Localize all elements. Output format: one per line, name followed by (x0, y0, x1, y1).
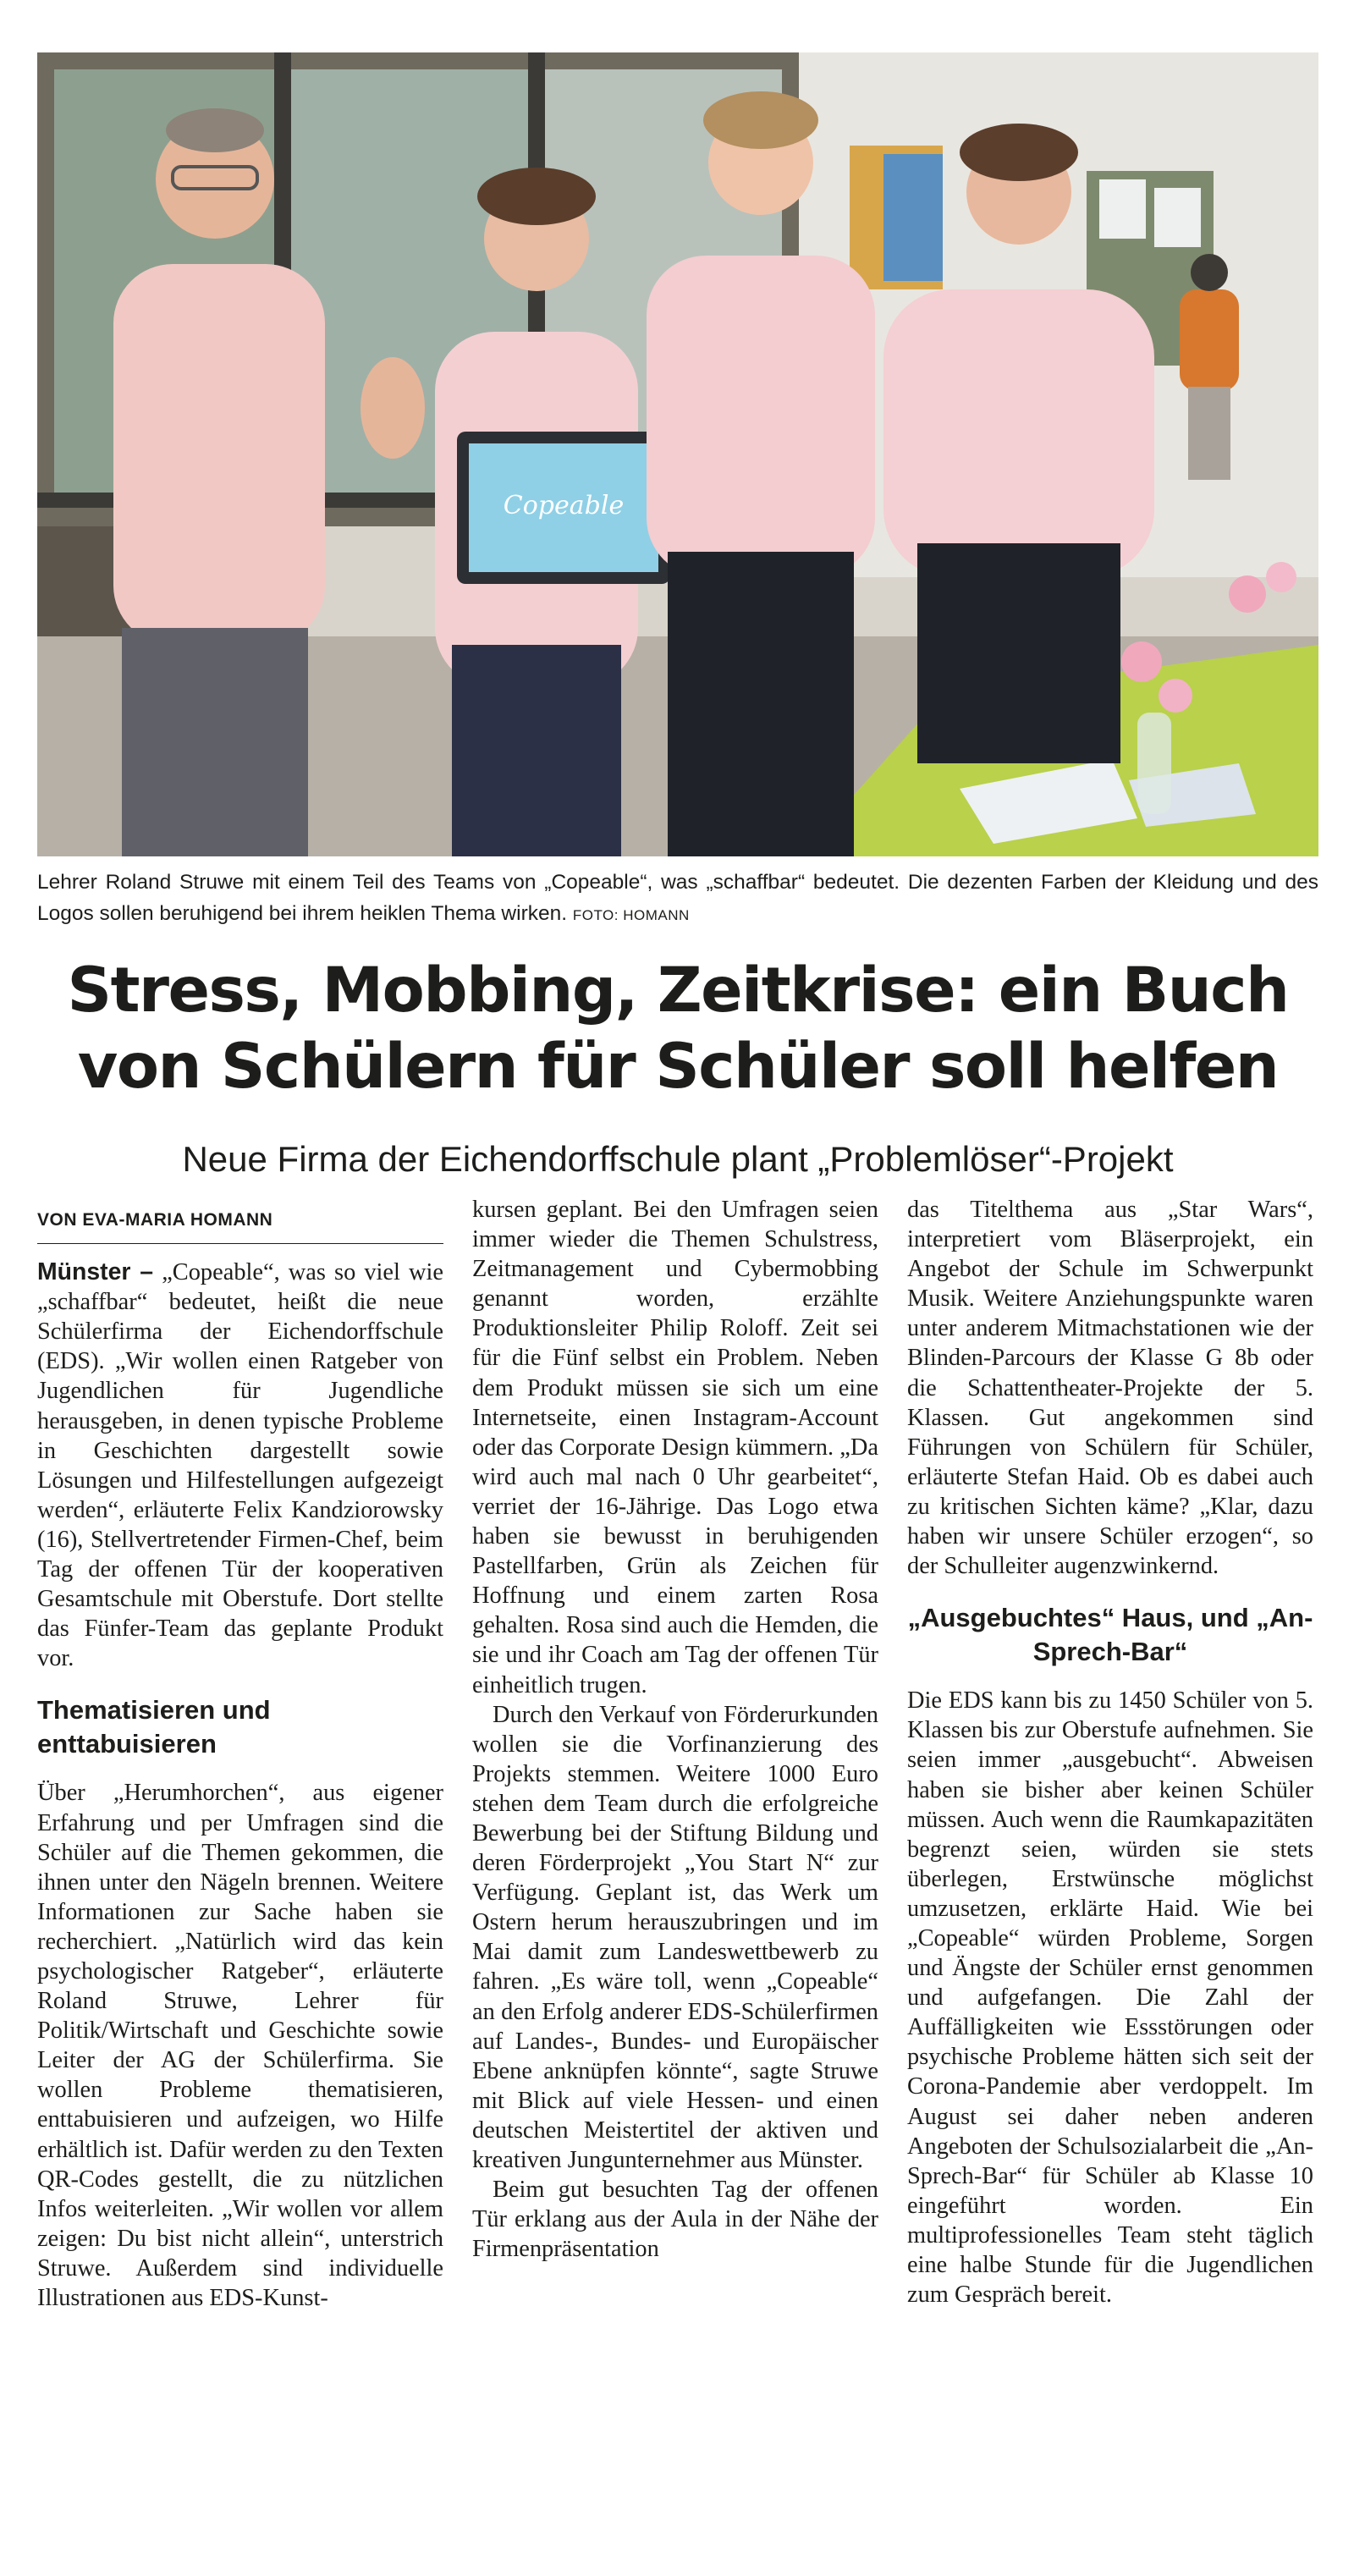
subheadline: Neue Firma der Eichendorffschule plant „Problemlöser“-Projekt (182, 1139, 1174, 1179)
paragraph-4: Durch den Verkauf von Förderurkunden wollen sie die Vorfinanzierung des Projekts stemmen. Weitere 1000 Euro stehen dem Team durch die erfolgreiche Bewerbung bei der Stiftung Bildung und deren Förderprojekt „You Start N“ zur Verfügung. Geplant ist, das Werk um Ostern herum herauszubringen und im Mai damit zum Landeswettbewerb zu fahren. „Es wäre toll, wenn „Copeable“ an den Erfolg anderer EDS-Schülerfirmen auf Landes-, Bundes- und Europäischer Ebene anknüpfen könnte“, sagte Struwe mit Blick auf viele Hessen- und einen deutschen Meistertitel der aktiven und kreativen Jungunternehmer aus Münster. (472, 1701, 878, 2173)
headline-line-1: Stress, Mobbing, Zeitkrise: ein Buch (67, 955, 1289, 1027)
intertitle-2: „Ausgebuchtes“ Haus, und „An-Sprech-Bar“ (907, 1603, 1313, 1667)
intertitle-1: Thematisieren und enttabuisieren (37, 1695, 271, 1759)
article-column-3 (907, 1195, 1313, 2309)
headline-line-2: von Schülern für Schüler soll helfen (77, 1031, 1279, 1103)
article-column-2 (472, 1195, 878, 2264)
caption-text: Lehrer Roland Struwe mit einem Teil des Teams von „Copeable“, was „schaffbar“ bedeutet. Die dezenten Farben der Kleidung und des Logos sollen beruhigend bei ihrem heiklen Thema wirken. (37, 871, 1318, 925)
photo-illustration (37, 52, 1318, 856)
tablet (457, 432, 670, 584)
byline: VON EVA-MARIA HOMANN (37, 1205, 443, 1244)
photo-credit: FOTO: HOMANN (572, 907, 690, 923)
photo-caption (37, 867, 1318, 931)
paragraph-7: Die EDS kann bis zu 1450 Schüler von 5. Klassen bis zur Oberstufe aufnehmen. Sie seien immer „ausgebucht“. Abweisen haben sie bisher aber keinen Schüler müssen. Auch wenn die Raumkapazitäten begrenzt seien, würden sie stets überlegen, Erstwünsche möglichst umzusetzen, erklärte Haid. Wie bei „Copeable“ würden Probleme, Sorgen und Ängste der Schüler ernst genommen und aufgefangen. Die Zahl der Auffälligkeiten wie Essstörungen oder psychische Probleme hätten sich seit der Corona-Pandemie aber verdoppelt. Im August sei daher neben anderen Angeboten der Schulsozialarbeit die „An-Sprech-Bar“ für Schüler ab Klasse 10 eingeführt worden. Ein multiprofessionelles Team steht täglich eine halbe Stunde für die Jugendlichen zum Gespräch bereit. (907, 1687, 1313, 2309)
headline (37, 953, 1318, 1105)
article-photo (37, 52, 1318, 856)
tablet-logo-text: Copeable (503, 491, 625, 520)
article-column-1 (37, 1205, 443, 2313)
dateline: Münster – (37, 1258, 154, 1286)
paragraph-1 (37, 1258, 443, 1673)
paragraph-6: das Titelthema aus „Star Wars“, interpretiert vom Bläserprojekt, ein Angebot der Schule im Schwerpunkt Musik. Weitere Anziehungspunkte waren unter anderem Mitmachstationen wie der Blinden-Parcours der Klasse G 8b oder die Schattentheater-Projekte der 5. Klassen. Gut angekommen sind Führungen von Schülern für Schüler, erläuterte Stefan Haid. Ob es dabei auch zu kritischen Sichten käme? „Klar, dazu haben wir unsere Schüler erzogen“, so der Schulleiter augenzwinkernd. (907, 1197, 1313, 1580)
paragraph-1-text: „Copeable“, was so viel wie „schaffbar“ bedeutet, heißt die neue Schülerfirma der Eichendorffschule (EDS). „Wir wollen einen Ratgeber von Jugendlichen für Jugendliche herausgeben, in denen typische Probleme in Geschichten dargestellt sowie Lösungen und Hilfestellungen aufgezeigt werden“, erläuterte Felix Kandziorowsky (16), Stellvertretender Firmen-Chef, beim Tag der offenen Tür der kooperativen Gesamtschule mit Oberstufe. Dort stellte das Fünfer-Team das geplante Produkt vor. (37, 1259, 443, 1672)
paragraph-3: kursen geplant. Bei den Umfragen seien immer wieder die Themen Schulstress, Zeitmanagement und Cybermobbing genannt worden, erzählte Produktionsleiter Philip Roloff. Zeit sei für die Fünf selbst ein Problem. Neben dem Produkt müssen sie sich um eine Internetseite, einen Instagram-Account oder das Corporate Design kümmern. „Da wird auch mal nach 0 Uhr gearbeitet“, verriet der 16-Jährige. Das Logo etwa haben sie bewusst in beruhigenden Pastellfarben, Grün als Zeichen für Hoffnung und einem zarten Rosa gehalten. Rosa sind auch die Hemden, die sie und ihr Coach am Tag der offenen Tür einheitlich trugen. (472, 1197, 878, 1698)
paragraph-5: Beim gut besuchten Tag der offenen Tür erklang aus der Aula in der Nähe der Firmenpräsentation (472, 2177, 878, 2263)
paragraph-2: Über „Herumhorchen“, aus eigener Erfahrung und per Umfragen sind die Schüler auf die Themen gekommen, die ihnen unter den Nägeln brennen. Weitere Informationen zur Sache haben sie recherchiert. „Natürlich wird das kein psychologischer Ratgeber“, erläuterte Roland Struwe, Lehrer für Politik/Wirtschaft und Geschichte sowie Leiter der AG der Schülerfirma. Sie wollen Probleme thematisieren, enttabuisieren und aufzeigen, wo Hilfe erhältlich ist. Dafür werden zu den Texten QR-Codes gestellt, die zu nützlichen Infos weiterleiten. „Wir wollen vor allem zeigen: Du bist nicht allein“, unterstrich Struwe. Außerdem sind individuelle Illustrationen aus EDS-Kunst- (37, 1780, 443, 2311)
